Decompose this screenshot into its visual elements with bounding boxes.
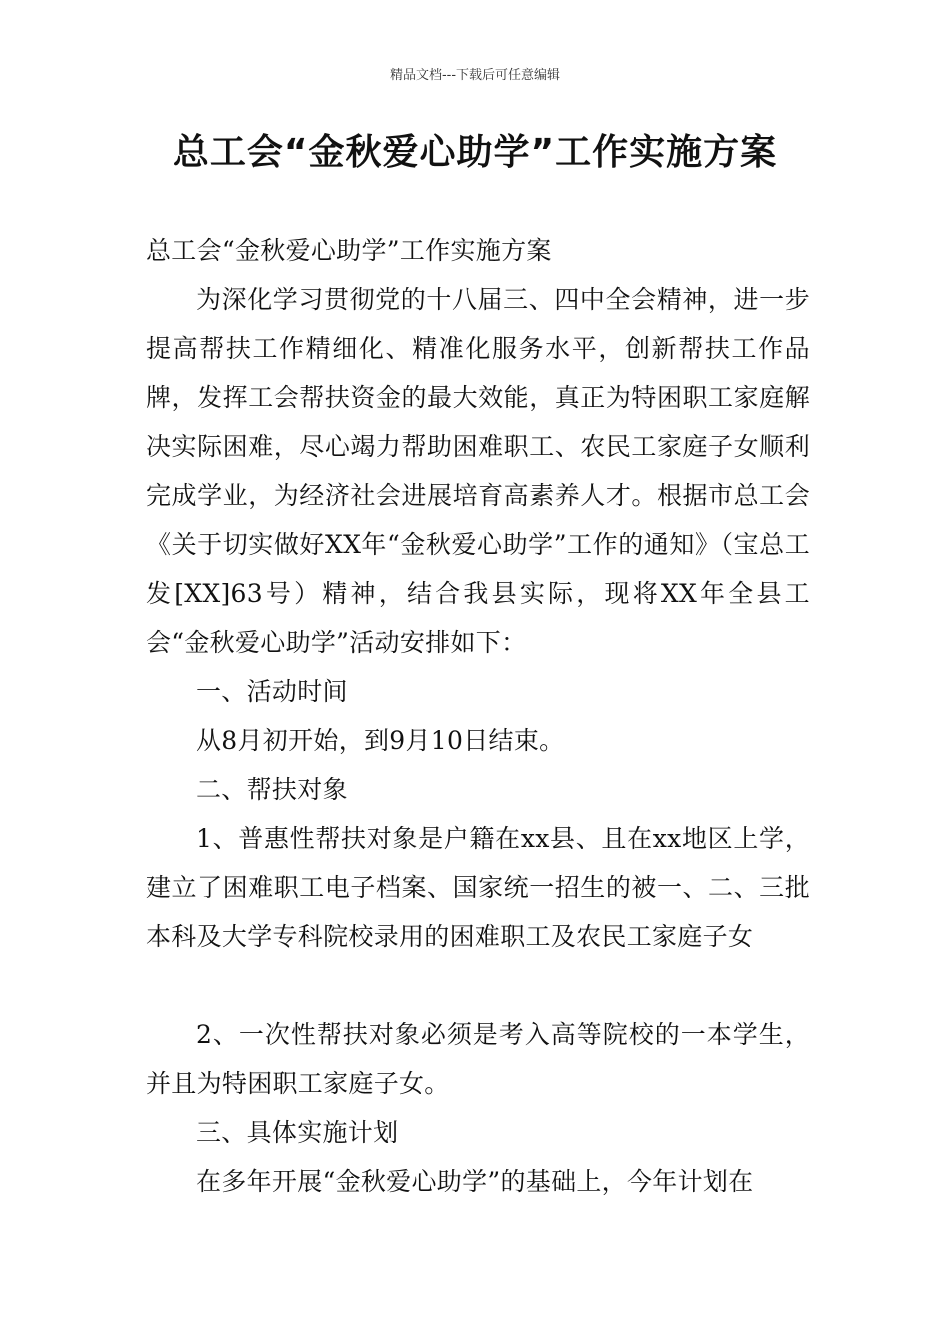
subtitle-paragraph: 总工会“金秋爱心助学”工作实施方案 — [146, 236, 552, 265]
section-heading-target: 二、帮扶对象 — [196, 775, 348, 804]
plan-paragraph: 在多年开展“金秋爱心助学”的基础上，今年计划在 — [196, 1167, 754, 1196]
intro-paragraph: 为深化学习贯彻党的十八届三、四中全会精神，进一步提高帮扶工作精细化、精准化服务水平，创新帮扶工作品牌，发挥工会帮扶资金的最大效能，真正为特困职工家庭解决实际困难，尽心竭力帮助困难职工、农民工家庭子女顺利完成学业，为经济社会进展培育高素养人才。根据市总工会《关于切实做好XX年“金秋爱心助学”工作的通知》（宝总工发[XX]63号）精神，结合我县实际，现将XX年全县工会“金秋爱心助学”活动安排如下： — [146, 285, 810, 657]
activity-time-paragraph: 从8月初开始，到9月10日结束。 — [196, 726, 565, 755]
document-title: 总工会“金秋爱心助学”工作实施方案 — [172, 132, 778, 173]
target-item-2-paragraph: 2、一次性帮扶对象必须是考入高等院校的一本学生，并且为特困职工家庭子女。 — [146, 1020, 810, 1098]
header-note: 精品文档---下载后可任意编辑 — [389, 68, 561, 83]
paragraph-gap — [146, 961, 810, 1010]
section-heading-plan: 三、具体实施计划 — [196, 1118, 399, 1147]
target-item-1-paragraph: 1、普惠性帮扶对象是户籍在xx县、且在xx地区上学，建立了困难职工电子档案、国家统一招生的被一、二、三批本科及大学专科院校录用的困难职工及农民工家庭子女 — [146, 824, 810, 951]
section-heading-activity-time: 一、活动时间 — [196, 677, 348, 706]
document-body — [146, 226, 810, 1206]
